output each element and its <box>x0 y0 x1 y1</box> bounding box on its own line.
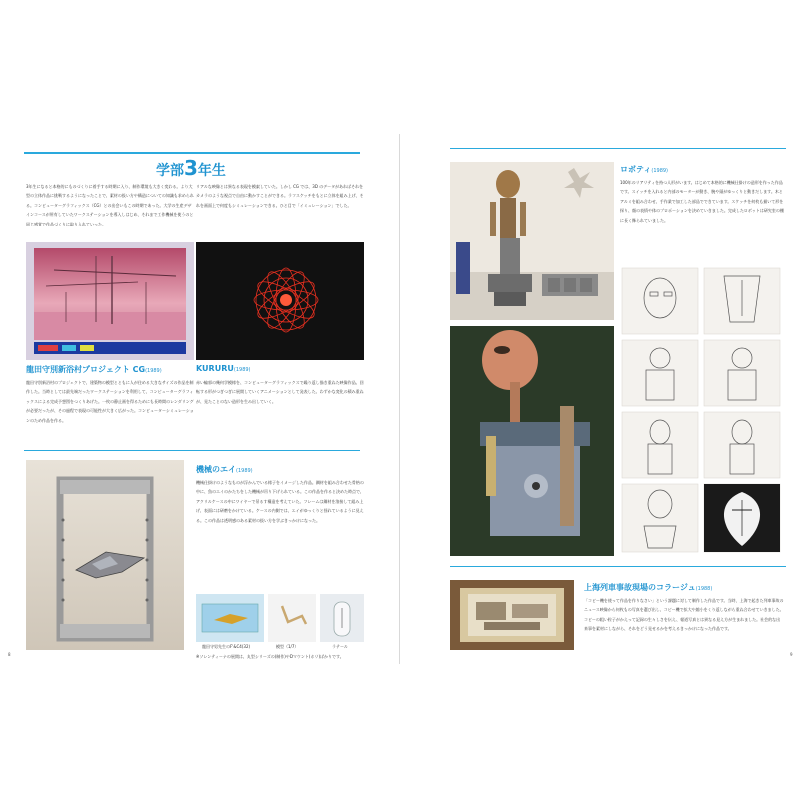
article-4-year: (1989) <box>651 168 669 174</box>
collage-image <box>450 580 574 650</box>
intro-text-col2: リアルな映像とは異なる表現を模索していた。しかし CG では、3D のデータがあればそれをカメラのような視点で自由に動かすことができる。ラフスケッチをもとに立体を組み上げ、それを画面上で何度もシミュレーションできる。ひと目で「イミュレーション」でした。 <box>196 184 364 208</box>
article-2-text: 赤い輪郭の幾何学模様を、コンピューターグラフィックスで繰り返し描き重ねた映像作品。回転する形がつぎつぎに展開していくアニメーションとして発表した。わずかな変化の積み重ねが、見たことのない造形を生み出していく。 <box>196 380 364 404</box>
article-1-title: 龍田守別新浴村プロジェクト CG(1989) <box>26 365 162 374</box>
right-page <box>410 134 793 664</box>
article-4-title: ロボティ(1989) <box>620 165 669 174</box>
article-3-title: 機械のエイ(1989) <box>196 465 253 474</box>
page-number-left: 8 <box>8 652 11 657</box>
title-suffix: 年生 <box>197 163 226 179</box>
top-rule <box>450 148 786 149</box>
machine-ray-image <box>26 460 184 650</box>
title-rule <box>24 152 360 154</box>
section-rule <box>24 450 360 451</box>
intro-text: 3年生になると本格的にものづくりに着手する時期に入り、制作環境も大きく変わる。より大型の立体作品に挑戦するようになったことで、素材の扱い方や構造についての知識も求められる。コンピューターグラフィックス（CG）との出会いもこの時期であった。大学の生産デザインコースが所有していたワークステーションを導入しはじめ、それまで工作機械を使うのと同じ感覚で作品づくりに取り入れていった。 <box>26 184 194 226</box>
caption-3: ラテール <box>332 644 348 649</box>
article-3-text: 機械仕掛けのようなものが浮かんでいる様子をイメージした作品。鋼材を組み合わせた骨格の中に、魚のエイのかたちをした機械が吊り下げられている。この作品を作ると決めた時点で、アクリルケースの中にワイヤーで吊るす構造を考えていた。フレームは鋼材を溶接して組み上げ、表面には研磨をかけている。ケースの内側では、エイがゆっくりと揺れているように見える。この作品は透明感のある素材の扱い方を学ぶきっかけになった。 <box>196 480 364 523</box>
article-1-text: 龍田守別新浴村のプロジェクトで、建築物の模型とともに人が住める大きなサイズの作品を制作した。当時としては最先端だったワークステーションを利用して、コンピューターグラフィックスによる完成予想図をつくりあげた。一枚の静止画を得るためにも長時間のレンダリングが必要だったが、その過程で表現の可能性が大きく広がった。コンピューターシミュレーションのため作品を作る。 <box>26 380 194 423</box>
thumb-3-image <box>320 594 364 642</box>
left-page <box>8 134 391 664</box>
cg-render-image <box>26 242 194 360</box>
article-5-title: 上海列車事故現場のコラージュ(1988) <box>584 583 713 592</box>
section-rule-right <box>450 566 786 567</box>
sketch-grid <box>620 266 784 556</box>
robot-photo-top <box>450 162 614 320</box>
page-title <box>156 156 226 180</box>
article-2-year: (1989) <box>233 367 251 373</box>
article-4-text: 100年のリアリティを持つ人形がいます。はじめて本格的に機械仕掛けの造形を作った作品です。スイッチを入れると内部のモーターが動き、腕や頭がゆっくりと動きだします。木とアルミを組み合わせ、手作業で加工した部品でできています。スケッチを何枚も描いて形を探り、顔の表情や体のプロポーションを決めていきました。完成したロボットは研究室の棚に長く飾られていました。 <box>620 180 784 223</box>
thumb-2-image <box>268 594 316 642</box>
title-prefix: 学部 <box>156 163 184 179</box>
title-number: 3 <box>184 156 198 180</box>
kururu-image <box>196 242 364 360</box>
spine-divider <box>399 134 400 664</box>
page-number-right: 9 <box>790 652 793 657</box>
thumb-1-image <box>196 594 264 642</box>
robot-photo-closeup <box>450 326 614 556</box>
article-5-year: (1988) <box>695 586 713 592</box>
article-5-text: 「コピー機を使って作品を作りなさい」という課題に対して制作した作品です。当時、上海で起きた列車事故のニュース映像から何枚もの写真を選び出し、コピー機で拡大や縮小をくり返しながら重ね合わせていきました。コピーの粗い粒子がかえって記録の生々しさを伝え、報道写真とは異なる見え方が生まれました。社会的な出来事を素材にしながら、それをどう見せるかを考えるきっかけになった作品です。 <box>584 598 784 632</box>
article-3-year: (1989) <box>236 468 253 474</box>
article-2-title: KURURU(1989) <box>196 364 251 373</box>
caption-1: 龍田守男先生のF'&C4(32) <box>202 644 251 649</box>
image-note: ※ソレンティーナの展開は、丸型シリーズの(制作)やDマウント(ホリ)ばかりです。 <box>196 654 344 659</box>
article-1-year: (1989) <box>145 368 162 374</box>
caption-2: 模型（1/7） <box>276 644 299 649</box>
